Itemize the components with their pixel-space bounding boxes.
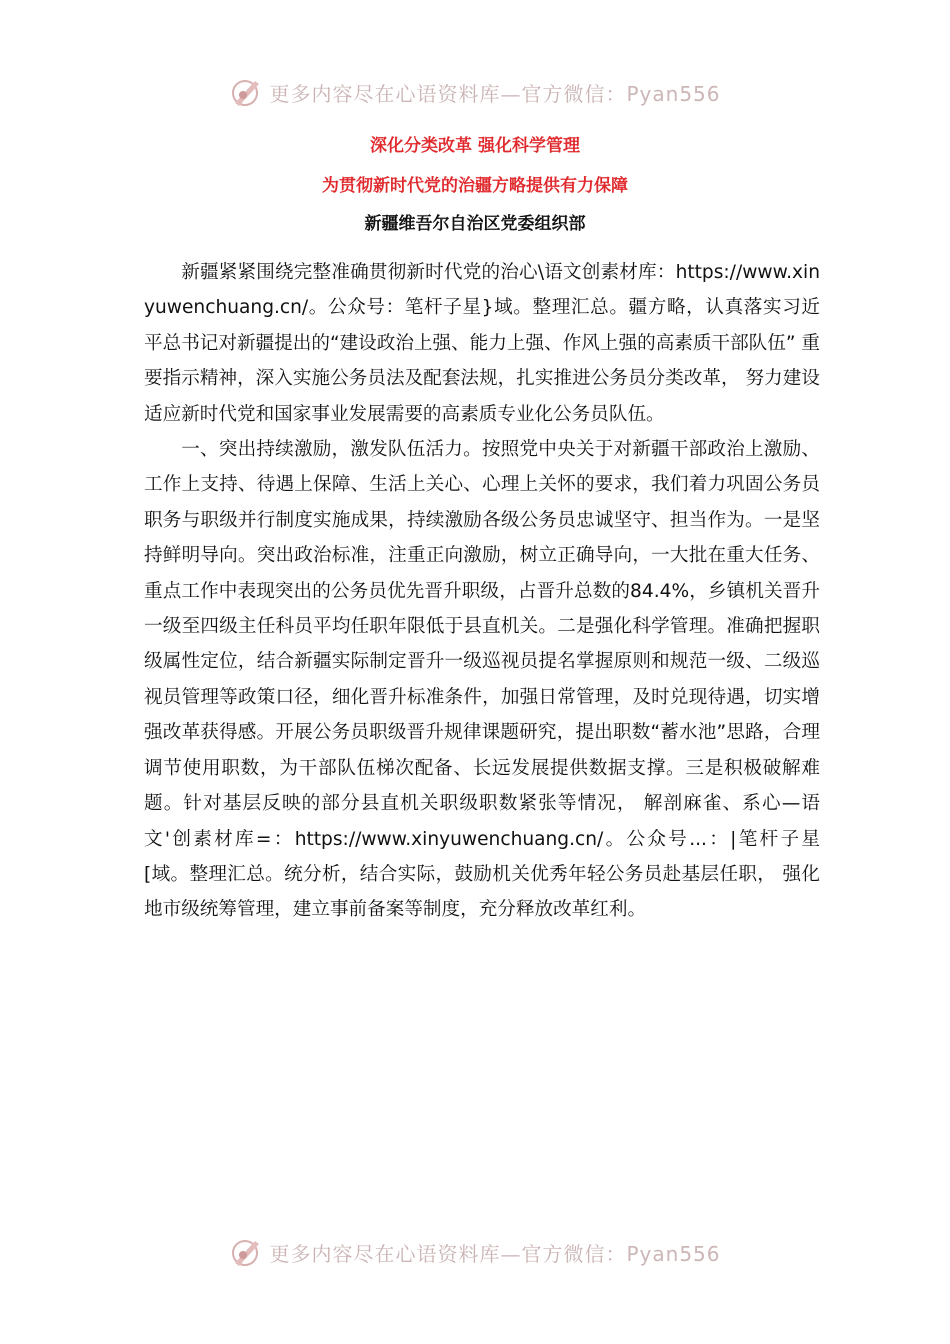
doc-title-line2: 为贯彻新时代党的治疆方略提供有力保障 (322, 176, 628, 196)
doc-title-line1: 深化分类改革 强化科学管理 (370, 136, 580, 156)
header-watermark (0, 72, 950, 112)
paragraph-intro: 新疆紧紧围绕完整准确贯彻新时代党的治心\语文创素材库：https://www.xinyuwenchuang.cn/。公众号：笔杆子星}域。整理汇总。疆方略，认真落实习近平总书记对新疆提出的“建设政治上强、能力上强、作风上强的高素质干部队伍” 重要指示精神，深入实施公务员法及配套法规，扎实推进公务员分类改革， 努力建设适应新时代党和国家事业发展需要的高素质专业化公务员队伍。 (144, 262, 820, 425)
pen-logo-icon (229, 1235, 263, 1269)
pen-logo-icon (229, 75, 263, 109)
watermark-text: 更多内容尽在心语资料库—官方微信：Pyan556 (269, 1241, 721, 1266)
paragraph-section-1: 一、突出持续激励，激发队伍活力。按照党中央关于对新疆干部政治上激励、工作上支持、待遇上保障、生活上关心、心理上关怀的要求，我们着力巩固公务员职务与职级并行制度实施成果，持续激励各级公务员忠诚坚守、担当作为。一是坚持鲜明导向。突出政治标准，注重正向激励，树立正确导向，一大批在重大任务、重点工作中表现突出的公务员优先晋升职级，占晋升总数的84.4%，乡镇机关晋升一级至四级主任科员平均任职年限低于县直机关。二是强化科学管理。准确把握职级属性定位，结合新疆实际制定晋升一级巡视员提名掌握原则和规范一级、二级巡视员管理等政策口径，细化晋升标准条件，加强日常管理，及时兑现待遇，切实增强改革获得感。开展公务员职级晋升规律课题研究，提出职数“蓄水池”思路，合理调节使用职数，为干部队伍梯次配备、长远发展提供数据支撑。三是积极破解难题。针对基层反映的部分县直机关职级职数紧张等情况， 解剖麻雀、系心—语文'创素材库=：https://www.xinyuwenchuang.cn/。公众号...：|笔杆子星[域。整理汇总。统分析，结合实际，鼓励机关优秀年轻公务员赴基层任职， 强化地市级统筹管理，建立事前备案等制度，充分释放改革红利。 (144, 439, 820, 921)
doc-body (144, 255, 820, 928)
footer-watermark (0, 1232, 950, 1272)
watermark-text: 更多内容尽在心语资料库—官方微信：Pyan556 (269, 81, 721, 106)
doc-author: 新疆维吾尔自治区党委组织部 (364, 214, 586, 234)
